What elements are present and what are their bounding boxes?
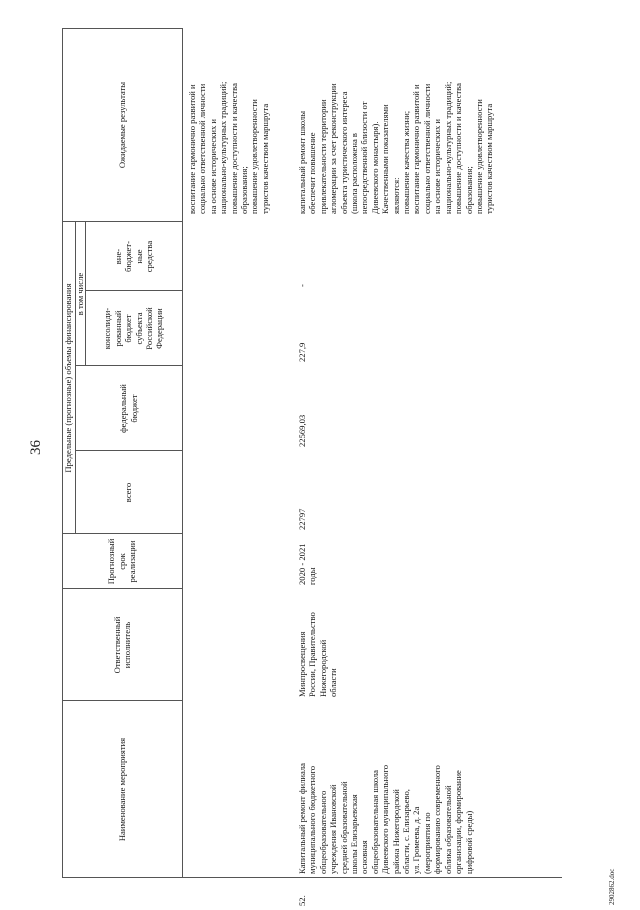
header-funding: Предельные (прогнозные) объемы финансирования [63, 283, 74, 473]
row-consolidated: 227,9 [297, 342, 307, 362]
header-results: Ожидаемые результаты [116, 81, 127, 169]
header-executor: Ответственный исполнитель [111, 616, 132, 674]
page-number: 36 [28, 440, 44, 455]
row-executor: Минпросвещения России, Правительство Нижегородской области [297, 612, 339, 697]
row-federal: 22569,03 [297, 414, 307, 447]
continuation-results: воспитание гармонично развитой и социально ответственной личности на основе исторических и национально-культурных традиций; повышение доступности и качества образования; повышение удовлетворенности туристов качеством маршрута [187, 81, 270, 214]
row-offbudget: - [297, 284, 307, 287]
row-results: капитальный ремонт школы обеспечит повышение привлекательности территории агломерации за счет реконструкции объекта туристического интереса (школа расположена в непосредственной близости от Дивеевского монастыря). Качественными показателями являются: повышение качества жизни; воспитание гармонично развитой и социально ответственной личности на основе исторических и национально-культурных традиций; повышение доступности и качества образования; повышение удовлетворенности туристов качеством маршрута [297, 81, 495, 214]
row-number: 52. [297, 895, 307, 906]
footer-doc-code: 2902862.doc [608, 868, 616, 905]
header-name: Наименование мероприятия [116, 737, 127, 842]
rotated-table-area [62, 28, 562, 906]
row-name: Капитальный ремонт филиала муниципального бюджетного общеобразовательного учреждения Ивановской средней образовательной школы Елизарьевская основная общеобразовательная школа Дивеевского муниципального района Нижегородской области, с. Елизарьево, ул. Громеева, д. 2а (мероприятия по формированию современного облика образовательной организации, формирование цифровой среды) [297, 763, 474, 874]
header-including: в том числе [74, 272, 85, 316]
funding-table [62, 28, 562, 906]
header-offbudget: вне- бюджет- ные средства [112, 240, 154, 273]
header-bottom-rule [182, 28, 183, 878]
header-consolidated: консолиди- рованный бюджет субъекта Российской Федерации [102, 307, 165, 350]
header-term: Прогнозный срок реализации [106, 538, 138, 585]
row-total: 22797 [297, 508, 307, 530]
header-total: всего [123, 482, 134, 503]
row-term: 2020 - 2021 годы [297, 543, 318, 585]
header-federal: федеральный бюджет [118, 384, 139, 433]
